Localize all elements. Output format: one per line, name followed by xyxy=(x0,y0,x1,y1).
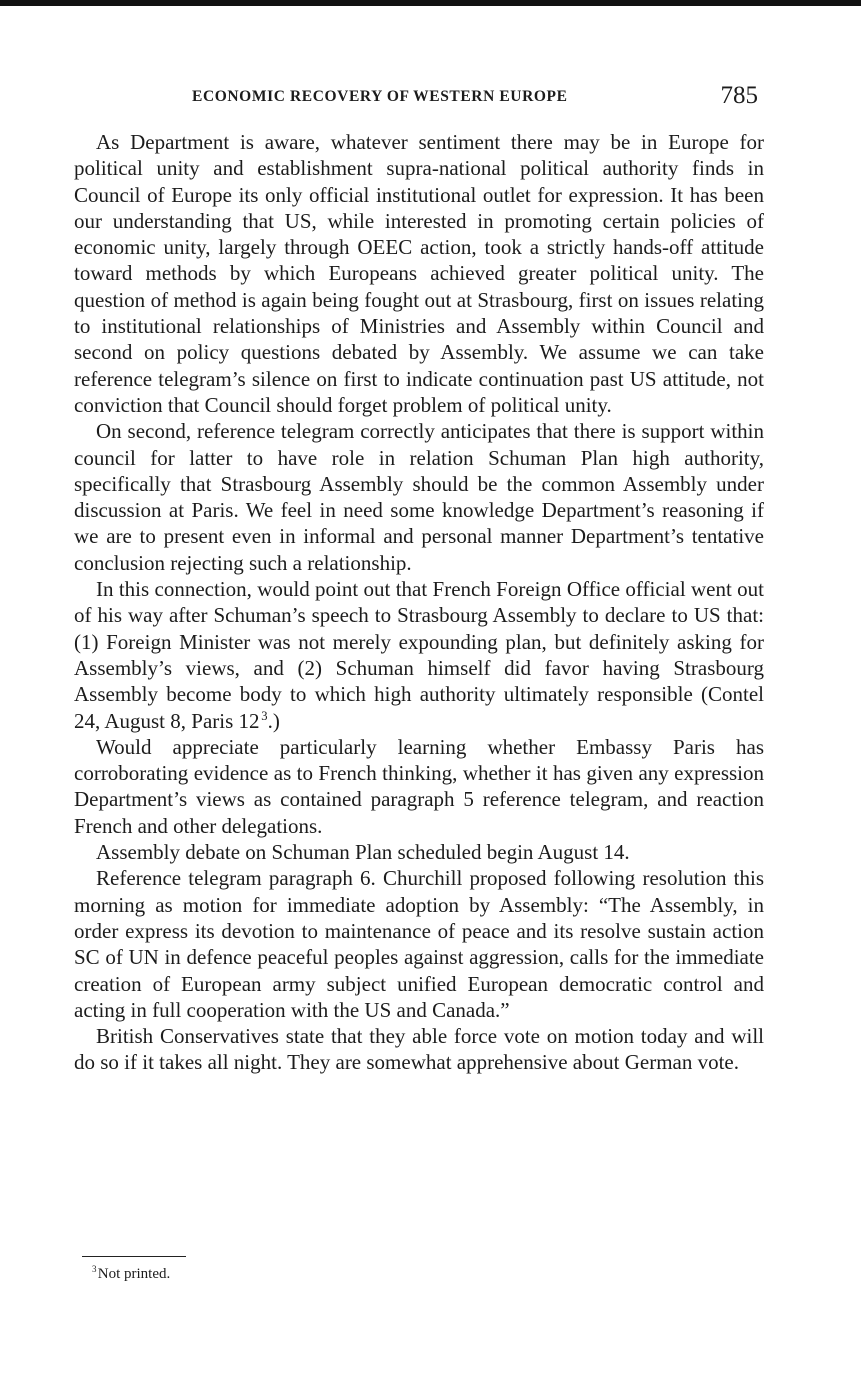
paragraph-french-foreign-office xyxy=(74,576,764,734)
footnote xyxy=(92,1266,170,1283)
paragraph-schuman-plan-role: On second, reference telegram correctly anticipates that there is support within council for latter to have role in relation Schuman Plan high authority, specifically that Strasbourg Assembly should be the common Assembly under discussion at Paris. We feel in need some knowledge Department’s reasoning if we are to present even in informal and personal manner Department’s tentative conclusion rejecting such a relationship. xyxy=(74,419,764,575)
paragraph-british-conservatives: British Conservatives state that they able force vote on motion today and will do so if it takes all night. They are somewhat apprehensive about German vote. xyxy=(74,1024,764,1075)
page-number: 785 xyxy=(720,82,758,109)
paragraph-embassy-paris: Would appreciate particularly learning whether Embassy Paris has corroborating evidence as to French thinking, whether it has given any expression Department’s views as contained paragraph 5 reference telegram, and reaction French and other delegations. xyxy=(74,734,764,838)
paragraph-churchill-resolution: Reference telegram paragraph 6. Churchill proposed following resolution this morning as motion for immediate adoption by Assembly: “The Assembly, in order express its devotion to maintenance of peace and its resolve sustain action SC of UN in defence peaceful peoples against aggression, calls for the immediate creation of European army subject unified European democratic control and acting in full cooperation with the US and Canada.” xyxy=(74,866,764,1022)
body-text xyxy=(74,129,764,1076)
footnote-divider xyxy=(82,1256,186,1257)
paragraph-french-foreign-office-text: In this connection, would point out that French Foreign Office official went out of his way after Schuman’s speech to Strasbourg Assembly to declare to US that: (1) Foreign Minister was not merely expounding plan, but definitely asking for Assembly’s views, and (2) Schuman himself did favor having Strasbourg Assembly become body to which high authority ultimately responsible (Contel 24, August 8, Paris 12 xyxy=(74,577,764,733)
running-head xyxy=(74,84,764,116)
footnote-reference-closing: .) xyxy=(267,708,280,733)
paragraph-political-unity: As Department is aware, whatever sentiment there may be in Europe for political unity and establishment supra-national political authority finds in Council of Europe its only official institutional outlet for expression. It has been our understanding that US, while interested in promoting certain policies of economic unity, largely through OEEC action, took a strictly hands-off attitude toward methods by which Europeans achieved greater political unity. The question of method is again being fought out at Strasbourg, first on issues relating to institutional relationships of Ministries and Assembly within Council and second on policy questions debated by Assembly. We assume we can take reference telegram’s silence on first to indicate continuation past US attitude, not conviction that Council should forget problem of political unity. xyxy=(74,130,764,417)
footnote-reference: 3 xyxy=(261,708,268,723)
paragraph-assembly-debate: Assembly debate on Schuman Plan scheduled begin August 14. xyxy=(96,840,630,865)
page-top-edge xyxy=(0,0,861,6)
running-title: ECONOMIC RECOVERY OF WESTERN EUROPE xyxy=(192,88,568,105)
footnote-text: Not printed. xyxy=(97,1266,171,1282)
footnote-marker: 3 xyxy=(92,1264,97,1274)
